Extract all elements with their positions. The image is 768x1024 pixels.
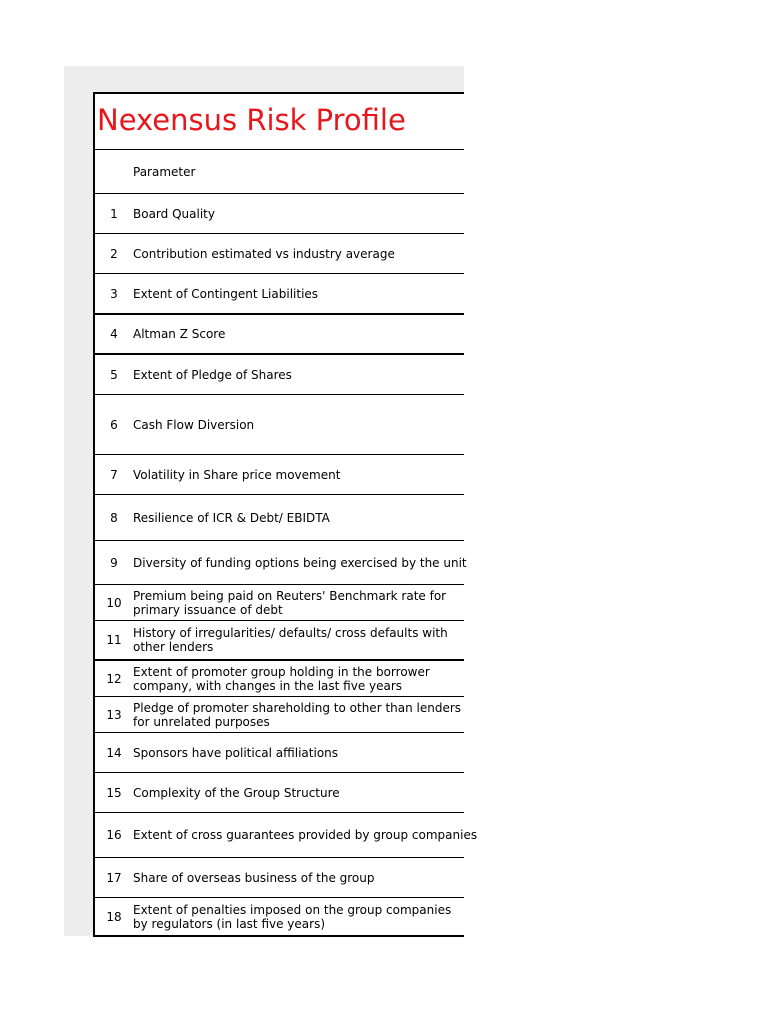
header-row bbox=[95, 150, 464, 194]
table-row bbox=[95, 495, 464, 541]
row-parameter: History of irregularities/ defaults/ cross defaults with other lenders bbox=[133, 626, 448, 654]
row-number: 14 bbox=[106, 745, 122, 760]
row-number: 2 bbox=[110, 246, 118, 261]
row-parameter: Sponsors have political affiliations bbox=[133, 745, 339, 760]
table-row bbox=[95, 621, 464, 661]
row-parameter: Complexity of the Group Structure bbox=[133, 785, 340, 800]
table-row bbox=[95, 355, 464, 395]
table-row bbox=[95, 395, 464, 455]
row-parameter: Altman Z Score bbox=[133, 327, 226, 341]
row-parameter: Extent of penalties imposed on the group companies by regulators (in last five years) bbox=[133, 902, 452, 931]
page-title: Nexensus Risk Profile bbox=[97, 103, 406, 137]
row-number: 13 bbox=[106, 707, 122, 722]
row-parameter: Cash Flow Diversion bbox=[133, 417, 255, 432]
table-row bbox=[95, 541, 467, 585]
risk-profile-table bbox=[93, 92, 478, 937]
table-row bbox=[95, 773, 464, 813]
row-number: 12 bbox=[106, 671, 122, 686]
row-number: 5 bbox=[110, 367, 118, 382]
row-number: 9 bbox=[110, 555, 118, 570]
table-row bbox=[95, 315, 464, 355]
row-parameter: Extent of cross guarantees provided by group companies bbox=[133, 828, 478, 842]
row-parameter: Volatility in Share price movement bbox=[133, 467, 341, 482]
table-row bbox=[95, 194, 464, 234]
table-row bbox=[95, 733, 464, 773]
table-row bbox=[95, 898, 464, 935]
table-row bbox=[95, 274, 464, 315]
title-row bbox=[95, 94, 464, 150]
row-parameter: Extent of promoter group holding in the borrower company, with changes in the last five years bbox=[133, 664, 430, 693]
table-row bbox=[95, 697, 464, 733]
row-number: 1 bbox=[110, 206, 118, 221]
table-row bbox=[95, 455, 464, 495]
row-parameter: Diversity of funding options being exercised by the unit bbox=[133, 555, 467, 570]
row-number: 8 bbox=[110, 510, 118, 525]
table-row bbox=[95, 585, 464, 621]
row-number: 3 bbox=[110, 286, 118, 301]
row-number: 4 bbox=[110, 327, 118, 341]
row-number: 18 bbox=[106, 909, 122, 924]
row-parameter: Premium being paid on Reuters' Benchmark rate for primary issuance of debt bbox=[133, 588, 447, 617]
row-parameter: Extent of Contingent Liabilities bbox=[133, 286, 319, 301]
row-parameter: Resilience of ICR & Debt/ EBIDTA bbox=[133, 510, 330, 525]
table-row bbox=[95, 858, 464, 898]
table-row bbox=[95, 813, 478, 858]
table-row bbox=[95, 234, 464, 274]
row-number: 7 bbox=[110, 467, 118, 482]
row-parameter: Pledge of promoter shareholding to other than lenders for unrelated purposes bbox=[133, 700, 462, 729]
row-parameter: Share of overseas business of the group bbox=[133, 870, 375, 885]
row-parameter: Extent of Pledge of Shares bbox=[133, 367, 292, 382]
row-number: 10 bbox=[106, 595, 122, 610]
row-number: 15 bbox=[106, 785, 122, 800]
row-number: 6 bbox=[110, 417, 118, 432]
row-number: 17 bbox=[106, 870, 122, 885]
row-number: 16 bbox=[106, 828, 122, 842]
row-number: 11 bbox=[106, 633, 122, 647]
table-row bbox=[95, 661, 464, 697]
row-parameter: Contribution estimated vs industry average bbox=[133, 246, 395, 261]
header-parameter: Parameter bbox=[133, 164, 196, 179]
row-parameter: Board Quality bbox=[133, 206, 215, 221]
